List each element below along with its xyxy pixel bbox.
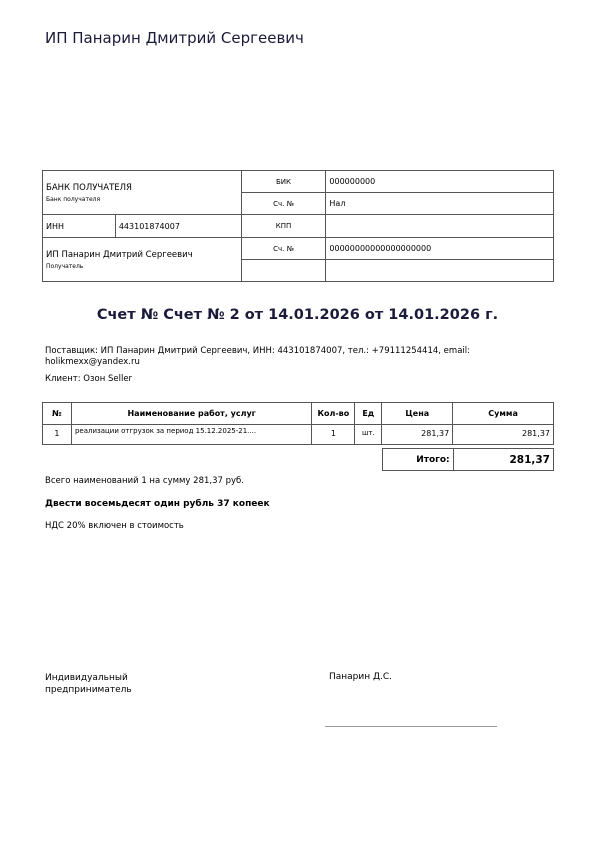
total-value: 281,37 (453, 449, 553, 471)
total-label: Итого: (383, 449, 454, 471)
signer-role: Индивидуальный предприниматель (45, 673, 132, 695)
header-unit: Ед (355, 403, 382, 425)
amount-in-words: Двести восемьдесят один рубль 37 копеек (45, 499, 270, 509)
row-sum: 281,37 (453, 425, 554, 445)
row-num: 1 (43, 425, 72, 445)
header-qty: Кол-во (312, 403, 355, 425)
inn-label: ИНН (43, 215, 116, 238)
inn-value: 443101874007 (115, 215, 241, 238)
account-label: Сч. № (241, 193, 326, 215)
bank-name-cell (43, 171, 242, 215)
recipient-sublabel: Получатель (46, 262, 84, 270)
recipient-account-value: 00000000000000000000 (326, 238, 554, 260)
bank-name-sublabel: Банк получателя (46, 195, 101, 203)
row-qty: 1 (312, 425, 355, 445)
header-price: Цена (382, 403, 453, 425)
invoice-title: Счет № Счет № 2 от 14.01.2026 от 14.01.2026 г. (96, 307, 499, 323)
bik-value: 000000000 (326, 171, 554, 193)
header-sum: Сумма (453, 403, 554, 425)
row-name: реализации отгрузок за период 15.12.2025-21.... (71, 425, 311, 445)
table-row (43, 425, 554, 445)
bank-name: БАНК ПОЛУЧАТЕЛЯ (46, 182, 132, 193)
signature-line (325, 726, 497, 727)
company-name: ИП Панарин Дмитрий Сергеевич (45, 29, 304, 47)
items-count-summary: Всего наименований 1 на сумму 281,37 руб. (45, 476, 244, 486)
kpp-label: КПП (241, 215, 326, 238)
vat-note: НДС 20% включен в стоимость (45, 521, 184, 531)
items-table (42, 402, 554, 445)
total-table (382, 448, 554, 471)
supplier-info: Поставщик: ИП Панарин Дмитрий Сергеевич, ИНН: 443101874007, тел.: +79111254414, email: holikmexx@yandex.ru (45, 346, 470, 367)
client-info: Клиент: Озон Seller (45, 374, 133, 384)
header-name: Наименование работ, услуг (71, 403, 311, 425)
kpp-value (326, 215, 554, 238)
signer-name: Панарин Д.С. (329, 672, 393, 682)
row-unit: шт. (355, 425, 382, 445)
empty-cell (326, 260, 554, 282)
empty-cell (241, 260, 326, 282)
row-price: 281,37 (382, 425, 453, 445)
account-value: Нал (326, 193, 554, 215)
bik-label: БИК (241, 171, 326, 193)
bank-details-table (42, 170, 554, 282)
recipient-account-label: Сч. № (241, 238, 326, 260)
header-num: № (43, 403, 72, 425)
recipient-name: ИП Панарин Дмитрий Сергеевич (46, 249, 193, 260)
recipient-cell (43, 238, 242, 282)
items-header-row (43, 403, 554, 425)
